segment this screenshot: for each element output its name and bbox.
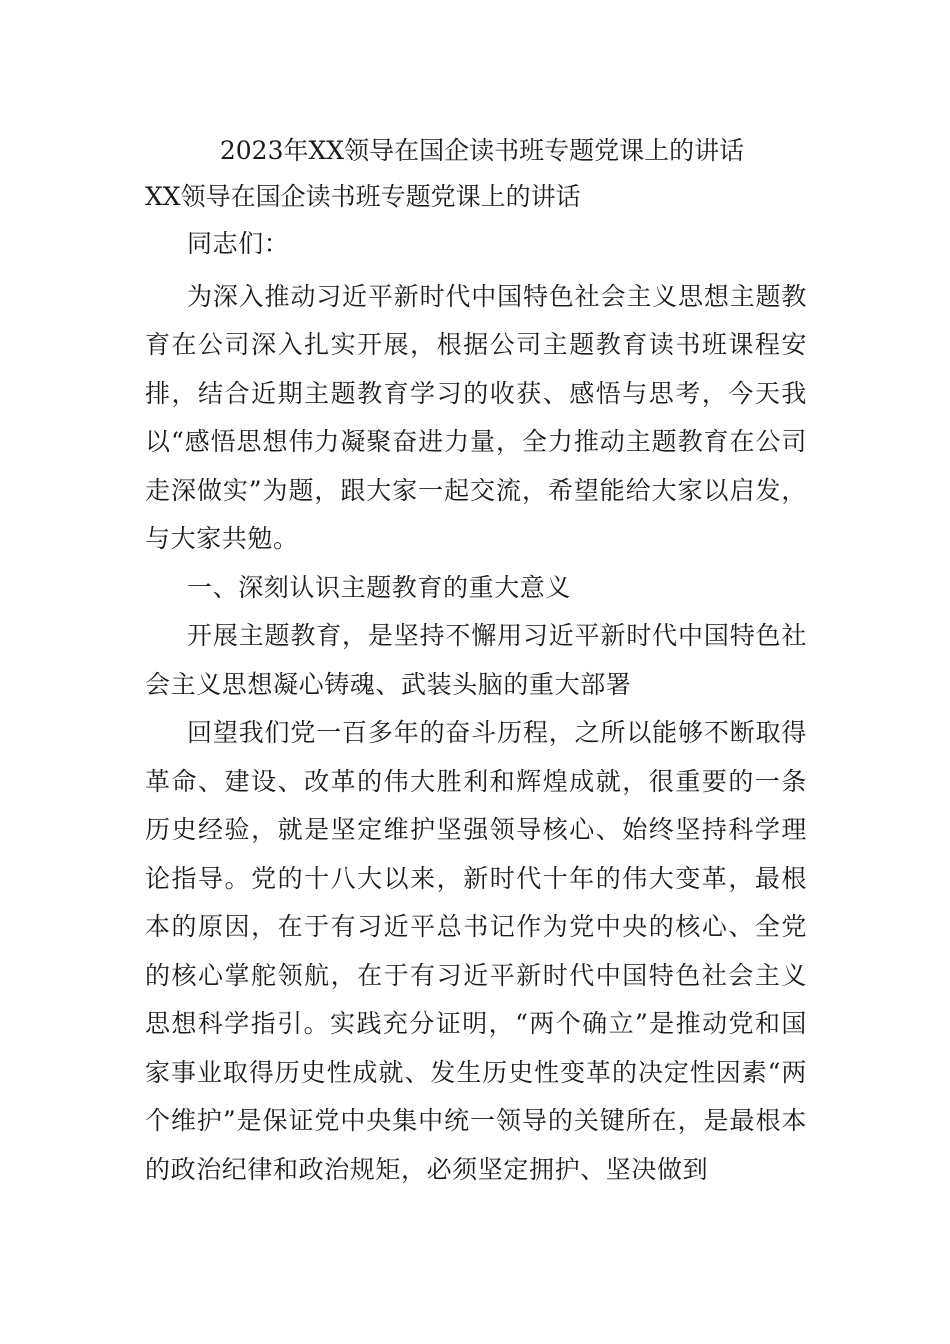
greeting: 同志们： <box>187 229 290 258</box>
intro-paragraph: 为深入推动习近平新时代中国特色社会主义思想主题教育在公司深入扎实开展，根据公司主题教育读书班课程安排，结合近期主题教育学习的收获、感悟与思考，今天我以“感悟思想伟力凝聚奋进力量，全力推动主题教育在公司走深做实”为题，跟大家一起交流，希望能给大家以启发，与大家共勉。 <box>145 281 807 553</box>
section-heading: 一、深刻认识主题教育的重大意义 <box>187 572 572 602</box>
document-subtitle: XX领导在国企读书班专题党课上的讲话 <box>145 182 581 211</box>
document-body <box>145 128 807 1194</box>
section-paragraph-2: 回望我们党一百多年的奋斗历程，之所以能够不断取得革命、建设、改革的伟大胜利和辉煌成就，很重要的一条历史经验，就是坚定维护坚强领导核心、始终坚持科学理论指导。党的十八大以来，新时代十年的伟大变革，最根本的原因，在于有习近平总书记作为党中央的核心、全党的核心掌舵领航，在于有习近平新时代中国特色社会主义思想科学指引。实践充分证明，“两个确立”是推动党和国家事业取得历史性成就、发生历史性变革的决定性因素“两个维护”是保证党中央集中统一领导的关键所在，是最根本的政治纪律和政治规矩，必须坚定拥护、坚决做到 <box>145 718 807 1184</box>
section-paragraph-1: 开展主题教育，是坚持不懈用习近平新时代中国特色社会主义思想凝心铸魂、武装头脑的重大部署 <box>145 621 807 699</box>
document-title: 2023年XX领导在国企读书班专题党课上的讲话 <box>219 136 745 165</box>
